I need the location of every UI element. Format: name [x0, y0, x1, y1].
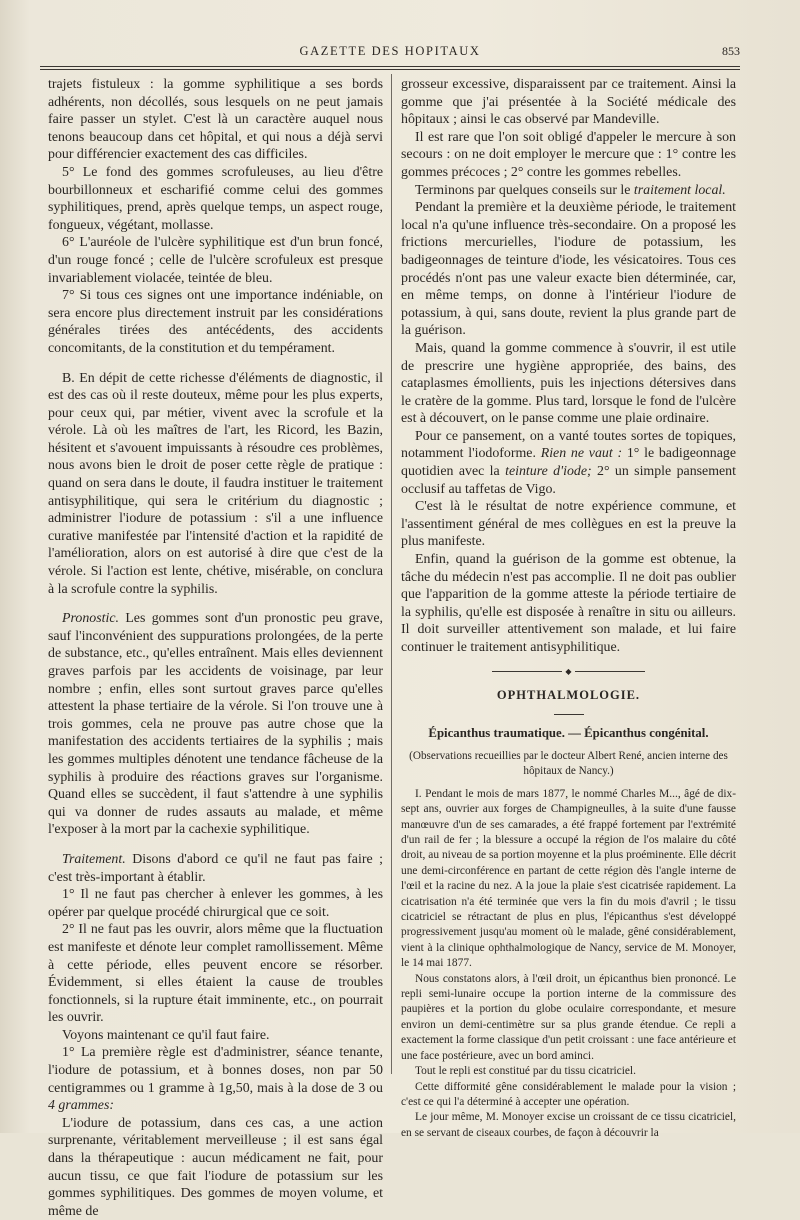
pronostic-label: Pronostic.	[62, 611, 119, 627]
page-header	[40, 36, 740, 66]
paragraph: Le jour même, M. Monoyer excise un croissant de ce tissu cicatriciel, en se servant de ciseaux courbes, de façon à découvrir la	[401, 1111, 736, 1139]
paragraph-traitement	[48, 851, 383, 886]
paragraph-pronostic	[48, 610, 383, 839]
paragraph	[401, 428, 736, 498]
paragraph: 7° Si tous ces signes ont une importance indéniable, on sera encore plus directement instruit par les considérations générales tirées des antécédents, des accidents concomitants, de la constitution et du tempérament.	[48, 288, 383, 356]
paragraph: 2° Il ne faut pas les ouvrir, alors même que la fluctuation est manifeste et dénote leur complet ramollissement. Même à cette période, elles peuvent encore se résorber. Évidemment, si elles étaient la cause de troubles fonctionnels, si la rupture était imminente, etc., on pourrait les ouvrir.	[48, 922, 383, 1026]
traitement-label: Traitement.	[62, 851, 126, 867]
topic-emphasis: teinture d'iode;	[505, 464, 592, 480]
paragraph: Enfin, quand la guérison de la gomme est obtenue, la tâche du médecin n'est pas accomplie. Il ne doit pas oublier que l'apparition de la gomme atteste la période tertiaire de la syphilis, qu'elle est disposée à renaître in situ ou ailleurs. Il doit surveiller attentivement son malade, et lui faire continuer le traitement antisyphilitique.	[401, 552, 736, 655]
paragraph: Voyons maintenant ce qu'il faut faire.	[62, 1027, 270, 1043]
topic-text: Pour ce pansement, on a vanté toutes sortes de topiques, notamment l'iodoforme.	[401, 428, 736, 462]
paragraph: 1° Il ne faut pas chercher à enlever les gommes, à les opérer par quelque procédé chirurgical que ce soit.	[48, 887, 383, 920]
page-number: 853	[722, 44, 740, 58]
observation-note: (Observations recueillies par le docteur Albert René, ancien interne des hôpitaux de Nancy.)	[409, 749, 728, 777]
topic-text: 1° le badigeonnage quotidien avec la	[401, 446, 736, 480]
dose-emphasis: 4 grammes:	[48, 1098, 114, 1114]
local-text: Terminons par quelques conseils sur le	[415, 182, 634, 198]
heading-rule	[554, 714, 584, 715]
right-column	[401, 76, 736, 1141]
dose-text: 1° La première règle est d'administrer, séance tenante, l'iodure de potassium, et à bonnes doses, non par 50 centigrammes ou 1 gramme à 1g,50, mais à la dose de 3 ou	[48, 1045, 383, 1096]
traitement-text: Disons d'abord ce qu'il ne faut pas faire ; c'est très-important à établir.	[48, 851, 383, 885]
paragraph: L'iodure de potassium, dans ces cas, a une action surprenante, véritablement merveilleuse ; il est sans égal dans la thérapeutique : aucun médicament ne fait, pour aucun tissu, ce que fait l'iodure de potassium sur les gommes syphilitiques. Des gommes de moyen volume, et même de	[48, 1115, 383, 1219]
topic-emphasis: Rien ne vaut :	[540, 446, 623, 462]
paragraph: grosseur excessive, disparaissent par ce traitement. Ainsi la gomme que j'ai présentée à la Société médicale des hôpitaux ; ainsi le cas observé par Mandeville.	[401, 77, 736, 128]
paragraph: Cette difformité gêne considérablement le malade pour la vision ; c'est ce qui l'a déterminé à accepter une opération.	[401, 1080, 736, 1108]
pronostic-text: Les gommes sont d'un pronostic peu grave, sauf l'inconvénient des suppurations prolongées, de la perte de substance, etc., qu'elles entraînent. Mais elles deviennent graves parfois par les accidents de voisinage, par leur nombre ; enfin, elles sont surtout graves parce qu'elles attestent la phase tertiaire de la vérole. Si l'on trouve une à trois gommes, cela ne prouve pas autre chose que la manifestation des accidents tertiaires de la syphilis ; mais les gommes multiples dénotent une tendance fâcheuse de la syphilis à produire des réactions graves sur l'organisme. Quand elles se succèdent, il faut s'attendre à une syphilis qui va donner de rudes assauts au malade, et même l'exposer à la mort par la cachexie syphilitique.	[48, 611, 383, 838]
paragraph: C'est là le résultat de notre expérience commune, et l'assentiment général de mes collègues en est la preuve la plus manifeste.	[401, 499, 736, 550]
paragraph: 5° Le fond des gommes scrofuleuses, au lieu d'être bourbillonneux et escharifié comme celui des gommes syphilitiques, prend, après quelque temps, un aspect rouge, fongueux, végétant, mollasse.	[48, 164, 383, 233]
header-rule-top	[40, 66, 740, 67]
paragraph: Il est rare que l'on soit obligé d'appeler le mercure à son secours : on ne doit employer le mercure que : 1° contre les gommes précoces ; 2° contre les gommes rebelles.	[401, 129, 736, 180]
column-divider	[391, 74, 392, 1074]
header-rule-bottom	[40, 69, 740, 70]
local-emphasis: traitement local.	[633, 182, 726, 198]
paragraph: trajets fistuleux : la gomme syphilitique a ses bords adhérents, non décollés, sous lesquels on ne peut jamais faire passer un stylet. C'est là un caractère auquel nous tenons beaucoup dans cet hôpital, et qui nous a déjà servi pour différencier exactement des cas difficiles.	[48, 77, 383, 163]
paragraph	[401, 182, 736, 200]
article-title: Épicanthus traumatique. — Épicanthus congénital.	[428, 726, 709, 741]
paragraph: I. Pendant le mois de mars 1877, le nommé Charles M..., âgé de dix-sept ans, ouvrier aux forges de Champigneulles, à la suite d'une fausse manœuvre d'un de ses camarades, a été frappé fortement par l'extrémité d'un rail de fer ; la blessure a occupé la région de l'os malaire du côté droit, au niveau de sa portion moyenne et la plus proéminente. Elle décrit une demi-circonférence en partant de cette région dès l'angle interne de l'œil et la racine du nez. A la joue la plaie s'est cicatrisée rapidement. La cicatrisation n'a été terminée que vers la fin du mois d'avril ; le tissu cicatriciel se rétractant de plus en plus, l'épicanthus s'est développé progressivement jusqu'au moment où le malade, gêné considérablement, vient à la clinique ophthalmologique de Nancy, service de M. Monoyer, le 14 mai 1877.	[401, 787, 736, 970]
paragraph: Pendant la première et la deuxième période, le traitement local n'a qu'une influence très-secondaire. On a proposé les frictions mercurielles, l'iodure de potassium, les badigeonnages de teinture d'iode, les vésicatoires. Tous ces procédés n'ont pas une valeur exacte bien déterminée, car, en même temps, on donne à l'intérieur l'iodure de potassium, à qui, sans doute, revient la plus grande part de la guérison.	[401, 200, 736, 339]
paragraph: Mais, quand la gomme commence à s'ouvrir, il est utile de prescrire une hygiène appropriée, des bains, des cataplasmes émollients, puis les injections détersives dans le cratère de la gomme. Plus tard, lorsque le fond de l'ulcère est à découvert, on le panse comme une plaie ordinaire.	[401, 340, 736, 427]
observation-body	[401, 787, 736, 1141]
section-ornament: ◆	[401, 663, 736, 673]
paragraph: Tout le repli est constitué par du tissu cicatriciel.	[415, 1065, 636, 1078]
paragraph: B. En dépit de cette richesse d'éléments de diagnostic, il est des cas où il reste douteux, même pour les plus experts, pour ceux qui, par métier, vivent avec la scrofule et la vérole. Là où les maîtres de l'art, les Ricord, les Bazin, hésitent et s'avouent impuissants à résoudre ces problèmes, nous avons bien le droit de poser cette règle de pratique : quand on sera dans le doute, il faudra instituer le traitement antisyphilitique, qui sera le critérium du diagnostic ; administrer l'iodure de potassium : s'il a une influence curative manifestée par l'intensité d'action et la rapidité de l'amélioration, alors on est autorisé à dire que c'est de la vérole. Si l'action est lente, chétive, misérable, on conclura à la scrofule contre la syphilis.	[48, 370, 383, 597]
paragraph: Nous constatons alors, à l'œil droit, un épicanthus bien prononcé. Le repli semi-lunaire occupe la portion interne de la commissure des paupières et la portion du globe oculaire correspondante, et mesure environ un demi-centimètre sur sa plus grande étendue. Ce repli a exactement la forme classique d'un petit croissant : une face antérieure et une face postérieure, avec un bord aminci.	[401, 972, 736, 1062]
topic-text: 2° un simple pansement occlusif au taffetas de Vigo.	[401, 464, 736, 497]
paragraph	[48, 1044, 383, 1114]
left-column	[48, 76, 383, 1220]
paragraph: 6° L'auréole de l'ulcère syphilitique est d'un brun foncé, d'un rouge foncé ; celle de l'ulcère scrofuleux est presque invariablement violacée, teintée de bleu.	[48, 235, 383, 286]
section-heading: OPHTHALMOLOGIE.	[496, 687, 641, 702]
journal-title: GAZETTE DES HOPITAUX	[299, 44, 481, 58]
